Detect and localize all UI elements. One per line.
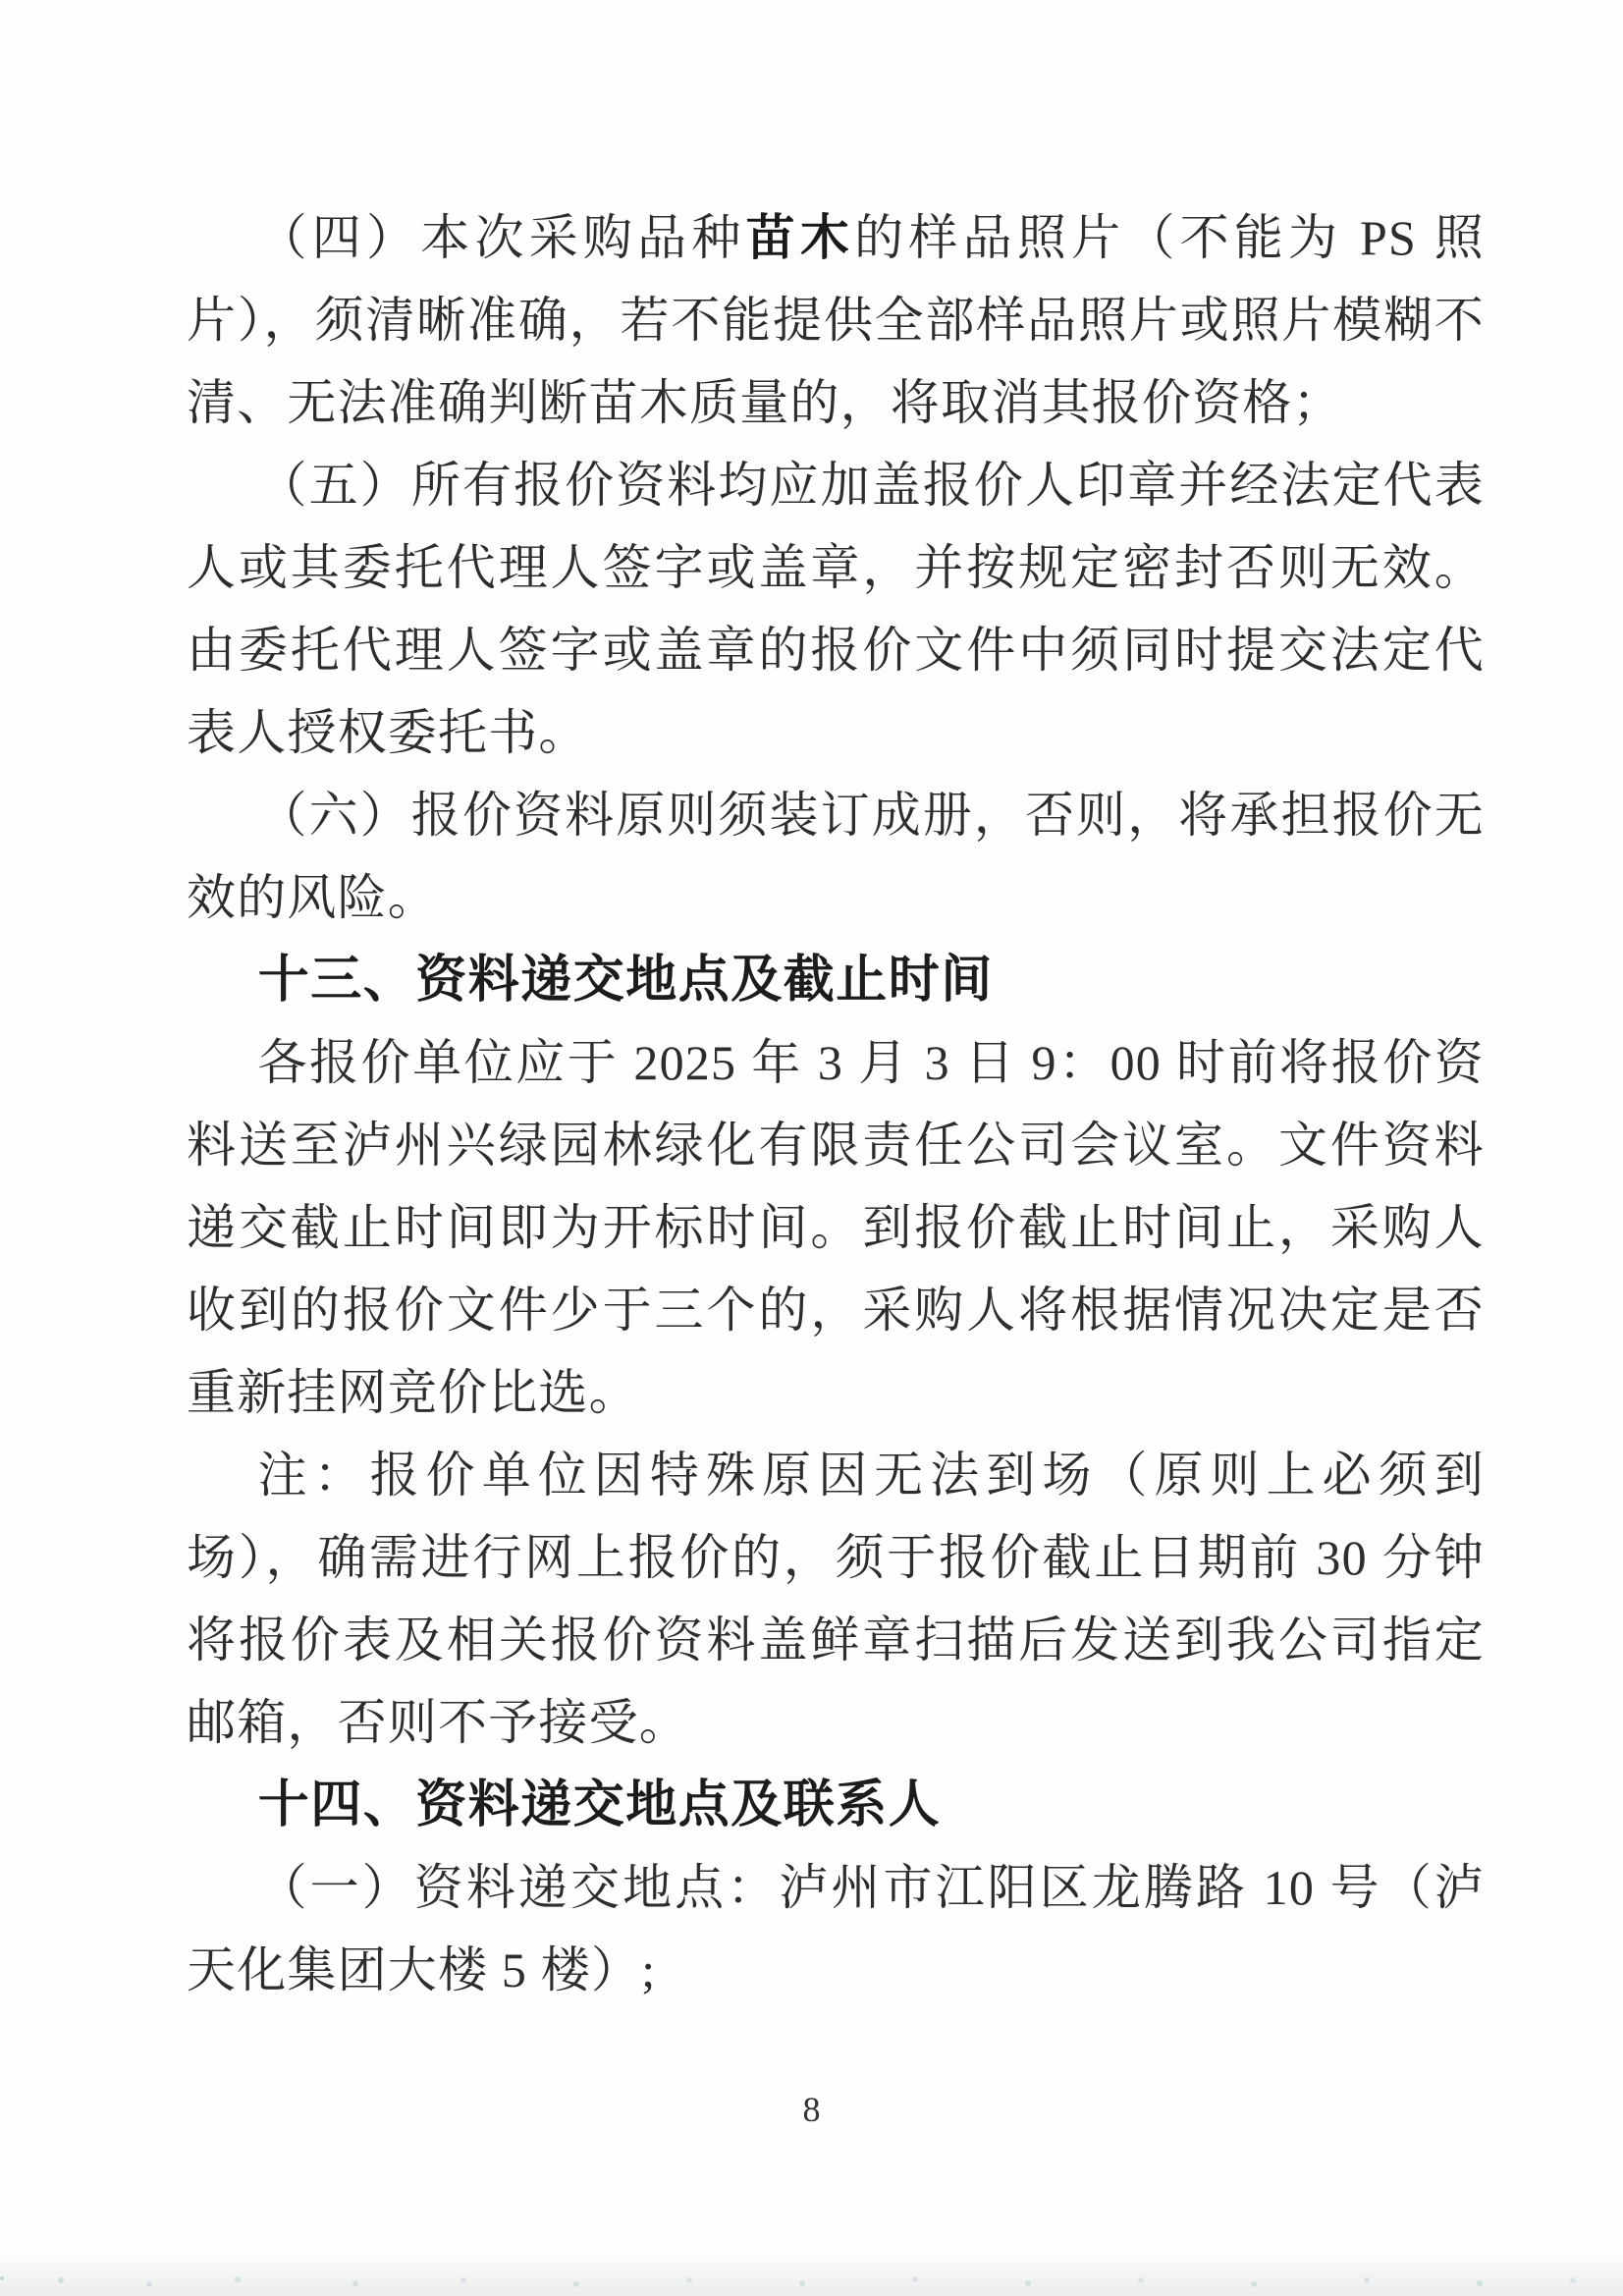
paragraph-item-5: （五）所有报价资料均应加盖报价人印章并经法定代表人或其委托代理人签字或盖章，并按规定密封否则无效。由委托代理人签字或盖章的报价文件中须同时提交法定代表人授权委托书。	[187, 458, 1485, 760]
item-4-prefix: （四）本次采购品种	[257, 210, 746, 265]
section-heading-13: 十三、资料递交地点及截止时间	[257, 952, 994, 1009]
section-heading-14: 十四、资料递交地点及联系人	[257, 1777, 942, 1833]
document-body	[187, 196, 1485, 2011]
paragraph-section14-item1: （一）资料递交地点：泸州市江阳区龙腾路 10 号（泸天化集团大楼 5 楼）;	[187, 1860, 1485, 1997]
item-4-bold-term: 苗木	[745, 210, 855, 265]
page-number: 8	[802, 2090, 821, 2129]
scan-edge-artifact	[0, 2251, 1623, 2296]
paragraph-item-4	[187, 196, 1485, 444]
paragraph-section13-body: 各报价单位应于 2025 年 3 月 3 日 9：00 时前将报价资料送至泸州兴绿园林绿化有限责任公司会议室。文件资料递交截止时间即为开标时间。到报价截止时间止，采购人收到的报价文件少于三个的，采购人将根据情况决定是否重新挂网竞价比选。	[187, 1035, 1485, 1420]
paragraph-item-6: （六）报价资料原则须装订成册，否则，将承担报价无效的风险。	[187, 788, 1485, 925]
item-4-suffix: 的样品照片（不能为 PS 照片），须清晰准确，若不能提供全部样品照片或照片模糊不清、无法准确判断苗木质量的，将取消其报价资格；	[187, 210, 1485, 430]
paragraph-section13-note: 注：报价单位因特殊原因无法到场（原则上必须到场），确需进行网上报价的，须于报价截止日期前 30 分钟将报价表及相关报价资料盖鲜章扫描后发送到我公司指定邮箱，否则不予接受。	[187, 1448, 1485, 1750]
